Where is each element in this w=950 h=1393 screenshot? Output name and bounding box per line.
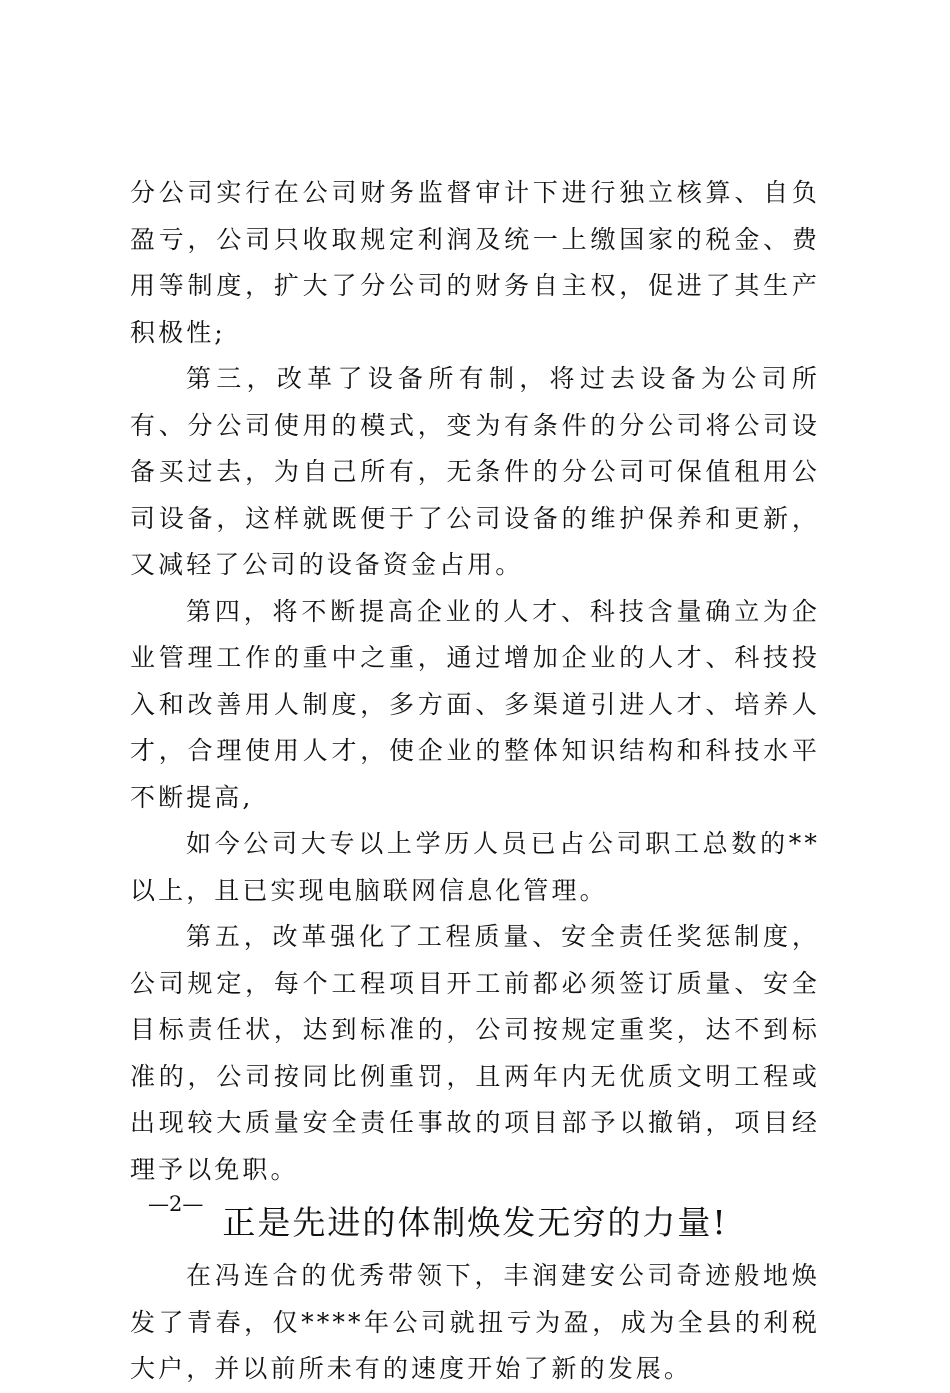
paragraph-continued: 分公司实行在公司财务监督审计下进行独立核算、自负盈亏，公司只收取规定利润及统一上缴国家的税金、费用等制度，扩大了分公司的财务自主权，促进了其生产积极性; [130,178,820,347]
paragraph-fifth-reform: 第五，改革强化了工程质量、安全责任奖惩制度，公司规定，每个工程项目开工前都必须签订质量、安全目标责任状，达到标准的，公司按规定重奖，达不到标准的，公司按同比例重罚，且两年内无优质文明工程或出现较大质量安全责任事故的项目部予以撤销，项目经理予以免职。 [130,922,820,1184]
paragraph-closing: 在冯连合的优秀带领下，丰润建安公司奇迹般地焕发了青春，仅****年公司就扭亏为盈，成为全县的利税大户，并以前所未有的速度开始了新的发展。 [130,1261,820,1383]
section-heading: 正是先进的体制焕发无穷的力量! [222,1203,728,1242]
page-number: —2— [148,1192,204,1216]
paragraph-fourth-reform: 第四，将不断提高企业的人才、科技含量确立为企业管理工作的重中之重，通过增加企业的人才、科技投入和改善用人制度，多方面、多渠道引进人才、培养人才，合理使用人才，使企业的整体知识结构和科技水平不断提高, [130,596,820,812]
document-body [130,170,820,1393]
paragraph-education: 如今公司大专以上学历人员已占公司职工总数的**以上，且已实现电脑联网信息化管理。 [130,829,820,905]
paragraph-third-reform: 第三，改革了设备所有制，将过去设备为公司所有、分公司使用的模式，变为有条件的分公司将公司设备买过去，为自己所有，无条件的分公司可保值租用公司设备，这样就既便于了公司设备的维护保养和更新，又减轻了公司的设备资金占用。 [130,364,820,579]
